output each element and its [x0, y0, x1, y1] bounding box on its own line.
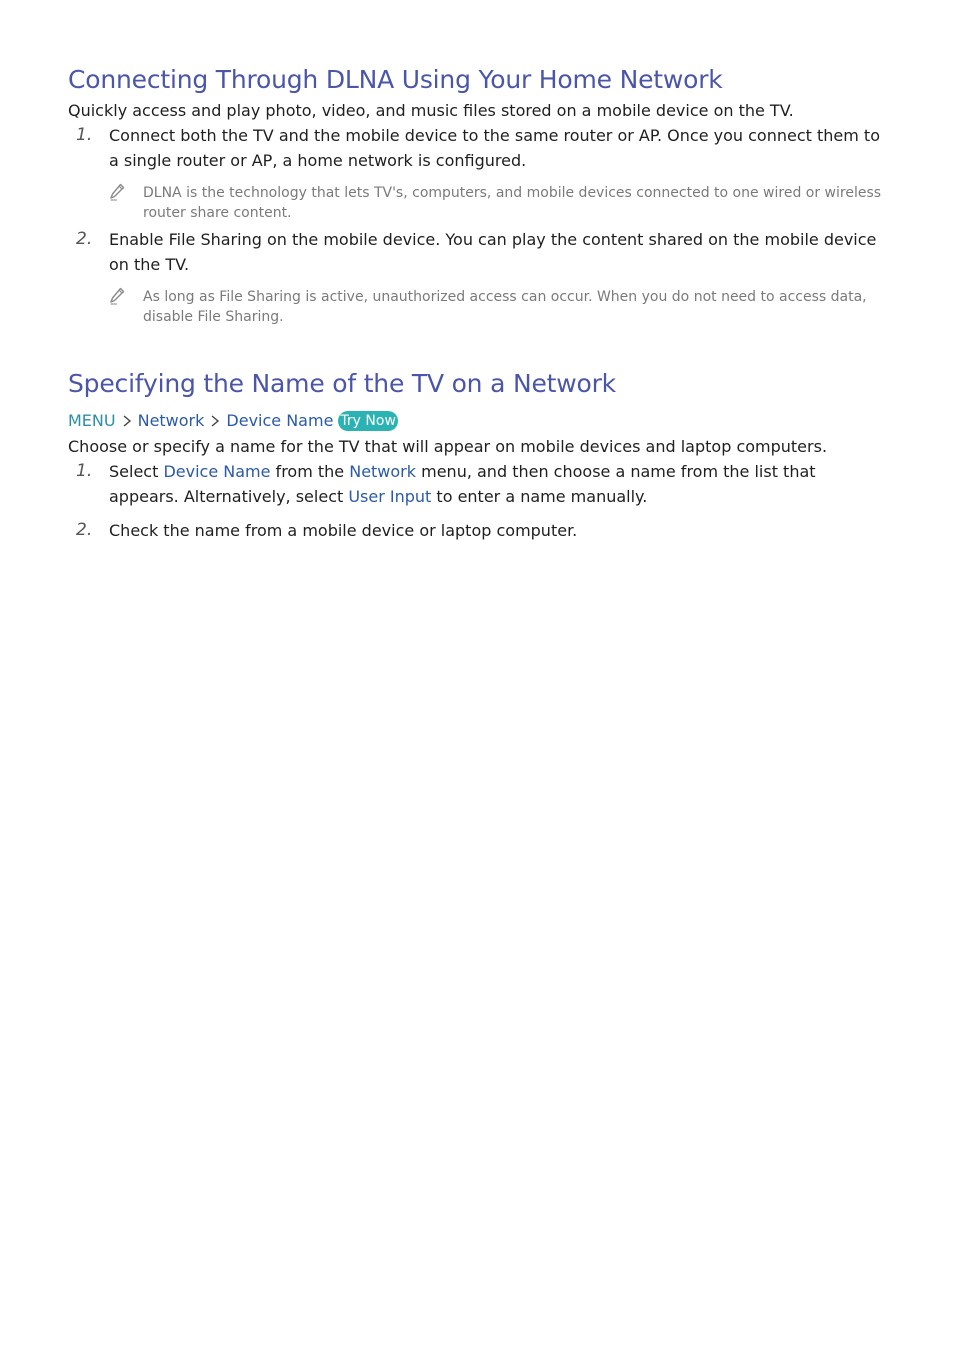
device-name-step-1 — [68, 459, 888, 509]
step-text: Enable File Sharing on the mobile device. You can play the content shared on the mobile device on the TV. — [109, 230, 877, 274]
chevron-right-icon — [120, 414, 134, 428]
keyword-device-name: Device Name — [163, 462, 271, 481]
section-intro-device-name: Choose or specify a name for the TV that will appear on mobile devices and laptop computers. — [68, 437, 828, 456]
section-title-dlna: Connecting Through DLNA Using Your Home Network — [68, 65, 723, 94]
step-number: 2. — [76, 520, 93, 540]
dlna-steps — [68, 123, 888, 327]
device-name-step-2 — [68, 518, 888, 543]
step-text: Connect both the TV and the mobile device to the same router or AP. Once you connect them to a single router or AP, a home network is configured. — [109, 126, 880, 170]
page-content — [68, 62, 888, 543]
step-number: 2. — [76, 229, 93, 249]
note — [109, 287, 888, 327]
step-text: Check the name from a mobile device or laptop computer. — [109, 521, 578, 540]
pencil-note-icon — [109, 287, 125, 305]
device-name-steps — [68, 459, 888, 543]
breadcrumb-network[interactable]: Network — [137, 411, 205, 430]
section-title-device-name: Specifying the Name of the TV on a Network — [68, 369, 616, 398]
section-intro-dlna: Quickly access and play photo, video, and music files stored on a mobile device on the TV. — [68, 101, 794, 120]
text-run: from the — [270, 462, 350, 481]
chevron-right-icon — [208, 414, 222, 428]
breadcrumb-menu[interactable]: MENU — [68, 411, 116, 430]
keyword-network: Network — [349, 462, 417, 481]
keyword-user-input: User Input — [348, 487, 432, 506]
step-text — [109, 462, 816, 506]
pencil-note-icon — [109, 183, 125, 201]
note — [109, 183, 888, 223]
breadcrumb-device-name[interactable]: Device Name — [226, 411, 334, 430]
text-run: Select — [109, 462, 164, 481]
text-run: to enter a name manually. — [431, 487, 648, 506]
note-text: DLNA is the technology that lets TV's, computers, and mobile devices connected to one wired or wireless router share content. — [143, 185, 882, 221]
step-number: 1. — [76, 125, 93, 145]
note-text: As long as File Sharing is active, unauthorized access can occur. When you do not need to access data, disable File Sharing. — [143, 289, 867, 325]
try-now-button[interactable]: Try Now — [340, 413, 396, 429]
dlna-step-2 — [68, 227, 888, 327]
text-run: menu, and then choose a name from the list that appears. Alternatively, select — [109, 462, 816, 506]
breadcrumb — [68, 408, 888, 434]
dlna-step-1 — [68, 123, 888, 223]
step-number: 1. — [76, 461, 93, 481]
